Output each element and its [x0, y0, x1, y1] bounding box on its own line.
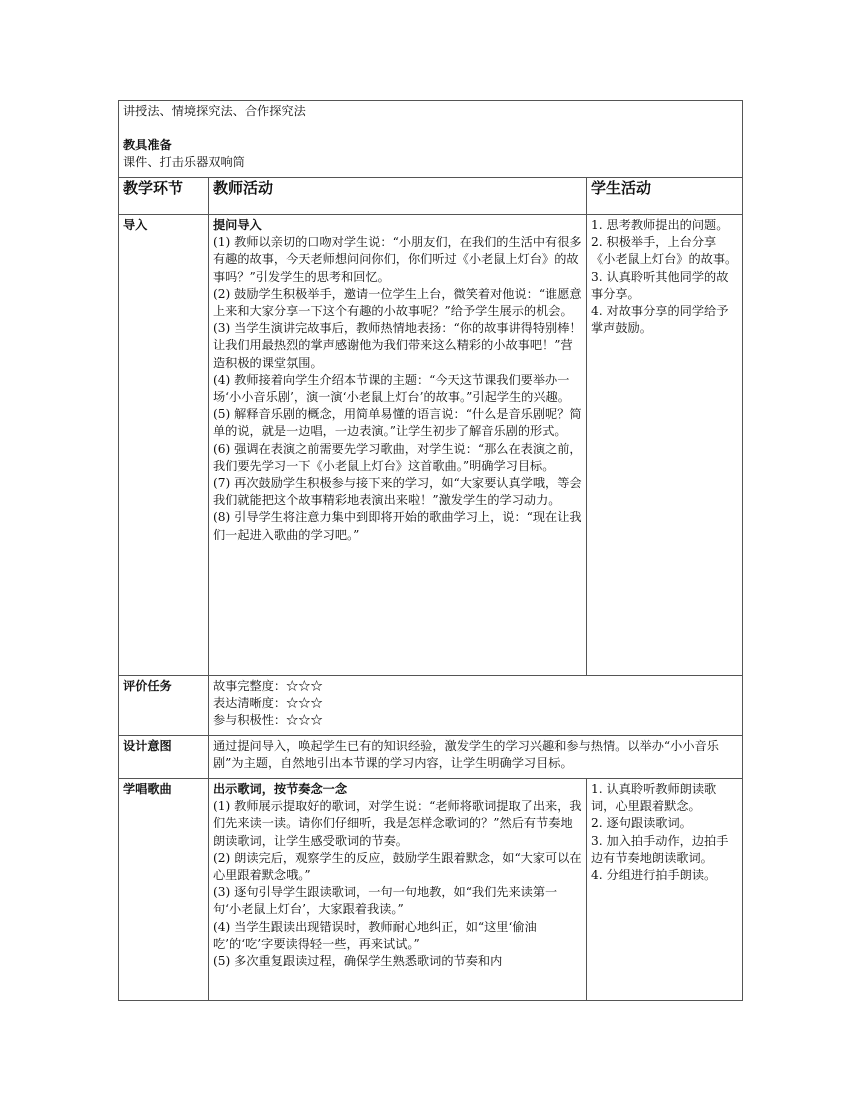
singing-student-item: 3. 加入拍手动作，边拍手边有节奏地朗读歌词。 [591, 833, 729, 865]
evaluation-item: 参与积极性：☆☆☆ [213, 713, 323, 728]
singing-item: (4) 当学生跟读出现错误时，教师耐心地纠正，如“这里‘偷油吃’的‘吃’字要读得轻一些，再来试试。” [213, 919, 537, 951]
intro-teacher-cell [209, 215, 587, 676]
intro-student-item: 2. 积极举手，上台分享《小老鼠上灯台》的故事。 [591, 235, 738, 267]
singing-teacher-cell [209, 779, 587, 1001]
intro-item: (7) 再次鼓励学生积极参与接下来的学习，如“大家要认真学哦，等会我们就能把这个故事精彩地表演出来啦！”激发学生的学习动力。 [213, 476, 582, 508]
intro-row [119, 215, 743, 676]
singing-label: 学唱歌曲 [119, 779, 209, 1001]
intro-student-item: 3. 认真聆听其他同学的故事分享。 [591, 269, 729, 301]
intro-student-item: 4. 对故事分享的同学给予掌声鼓励。 [591, 304, 729, 336]
header-row [119, 178, 743, 215]
evaluation-item: 表达清晰度：☆☆☆ [213, 696, 323, 711]
evaluation-item: 故事完整度：☆☆☆ [213, 679, 323, 693]
header-section: 教学环节 [119, 178, 209, 215]
singing-student-item: 1. 认真聆听教师朗读歌词，心里跟着默念。 [591, 782, 717, 814]
intro-item: (6) 强调在表演之前需要先学习歌曲，对学生说：“那么在表演之前，我们要先学习一下《小老鼠上灯台》这首歌曲。”明确学习目标。 [213, 441, 582, 473]
singing-title: 出示歌词，按节奏念一念 [213, 782, 348, 796]
intro-item: (2) 鼓励学生积极举手，邀请一位学生上台，微笑着对他说：“谁愿意上来和大家分享一下这个有趣的小故事呢？”给予学生展示的机会。 [213, 286, 582, 319]
singing-item: (2) 朗读完后，观察学生的反应，鼓励学生跟着默念，如“大家可以在心里跟着默念哦。” [213, 850, 582, 883]
singing-student-cell [587, 779, 743, 1001]
singing-item: (1) 教师展示提取好的歌词，对学生说：“老师将歌词提取了出来，我们先来读一读。请你们仔细听，我是怎样念歌词的？”然后有节奏地朗读歌词，让学生感受歌词的节奏。 [213, 799, 582, 848]
singing-item: (3) 逐句引导学生跟读歌词，一句一句地教，如“我们先来读第一句‘小老鼠上灯台’，大家跟着我读。” [213, 885, 558, 917]
intro-item: (3) 当学生演讲完故事后，教师热情地表扬：“你的故事讲得特别棒！让我们用最热烈的掌声感谢他为我们带来这么精彩的小故事吧！”营造积极的课堂氛围。 [213, 321, 582, 370]
header-student: 学生活动 [587, 178, 743, 215]
singing-item: (5) 多次重复跟读过程，确保学生熟悉歌词的节奏和内 [213, 954, 503, 969]
evaluation-cell [209, 676, 743, 736]
design-row [119, 736, 743, 779]
intro-student-cell [587, 215, 743, 676]
methods-row [119, 101, 743, 178]
singing-student-item: 4. 分组进行拍手朗读。 [591, 868, 717, 883]
lesson-plan-table [118, 100, 743, 1001]
intro-title: 提问导入 [213, 218, 262, 232]
singing-student-item: 2. 逐句跟读歌词。 [591, 816, 692, 831]
header-teacher: 教师活动 [209, 178, 587, 215]
tools-text: 课件、打击乐器双响筒 [123, 155, 245, 170]
methods-cell [119, 101, 743, 178]
intro-item: (5) 解释音乐剧的概念，用简单易懂的语言说：“什么是音乐剧呢？简单的说，就是一边唱，一边表演。”让学生初步了解音乐剧的形式。 [213, 407, 582, 439]
intro-label: 导入 [119, 215, 209, 676]
design-label: 设计意图 [119, 736, 209, 779]
intro-item: (8) 引导学生将注意力集中到即将开始的歌曲学习上，说：“现在让我们一起进入歌曲的学习吧。” [213, 510, 582, 542]
teaching-methods: 讲授法、情境探究法、合作探究法 [123, 104, 306, 118]
evaluation-label: 评价任务 [119, 676, 209, 736]
singing-row [119, 779, 743, 1001]
design-cell [209, 736, 743, 779]
evaluation-row [119, 676, 743, 736]
design-text: 通过提问导入，唤起学生已有的知识经验，激发学生的学习兴趣和参与热情。以举办“小小音乐剧”为主题，自然地引出本节课的学习内容，让学生明确学习目标。 [213, 739, 719, 771]
intro-item: (4) 教师接着向学生介绍本节课的主题：“今天这节课我们要举办一场‘小小音乐剧’，演一演‘小老鼠上灯台’的故事。”引起学生的兴趣。 [213, 372, 570, 405]
intro-student-item: 1. 思考教师提出的问题。 [591, 218, 729, 232]
intro-item: (1) 教师以亲切的口吻对学生说：“小朋友们，在我们的生活中有很多有趣的故事，今天老师想问问你们，你们听过《小老鼠上灯台》的故事吗？”引发学生的思考和回忆。 [213, 235, 582, 284]
tools-title: 教具准备 [123, 138, 172, 153]
